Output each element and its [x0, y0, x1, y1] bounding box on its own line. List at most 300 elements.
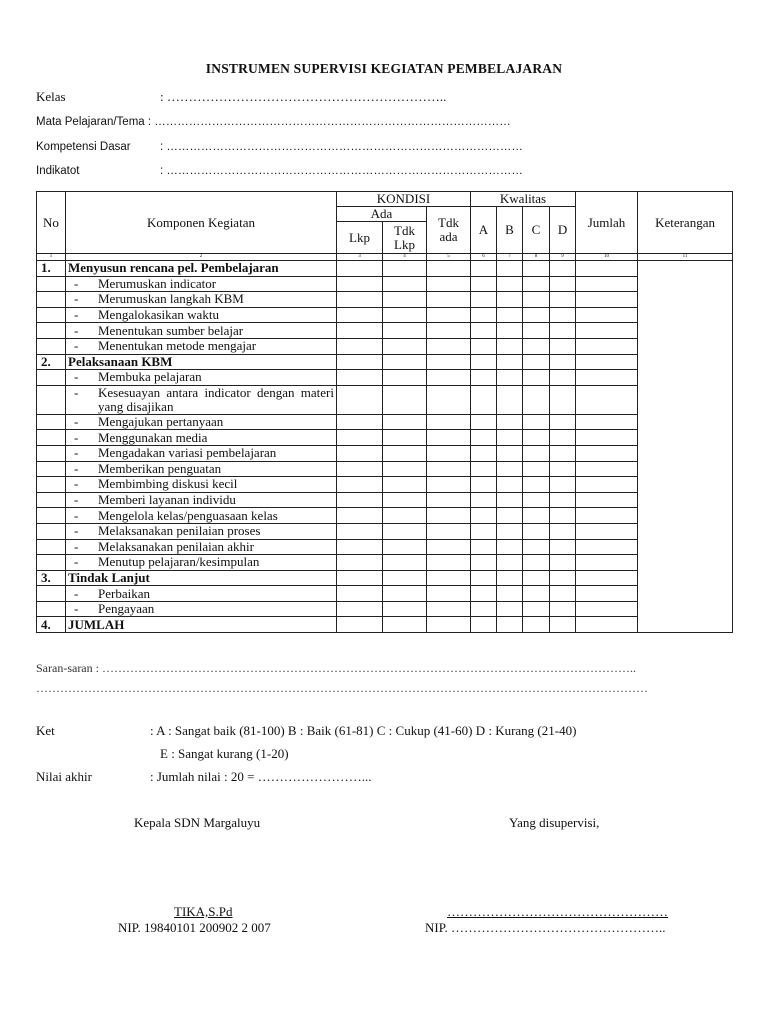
bullet-dash: - — [74, 445, 79, 461]
score-cell[interactable] — [550, 338, 576, 354]
score-cell[interactable] — [523, 385, 550, 414]
document-title: INSTRUMEN SUPERVISI KEGIATAN PEMBELAJARAN — [205, 61, 563, 76]
score-cell[interactable] — [523, 430, 550, 446]
score-cell[interactable] — [576, 338, 638, 354]
score-cell[interactable] — [523, 354, 550, 370]
section-number: 2. — [37, 354, 66, 370]
score-cell[interactable] — [550, 445, 576, 461]
score-cell[interactable] — [337, 261, 383, 277]
bullet-dash: - — [74, 307, 79, 323]
score-cell[interactable] — [337, 354, 383, 370]
bullet-dash: - — [74, 492, 79, 508]
score-cell[interactable] — [471, 508, 497, 524]
score-cell[interactable] — [471, 370, 497, 386]
score-cell[interactable] — [576, 276, 638, 292]
score-cell[interactable] — [427, 523, 471, 539]
mapel-row — [36, 116, 511, 128]
score-cell[interactable] — [337, 477, 383, 493]
table-row — [37, 385, 733, 414]
score-cell[interactable] — [427, 354, 471, 370]
score-cell[interactable] — [576, 307, 638, 323]
table-row — [37, 445, 733, 461]
bullet-dash: - — [74, 538, 79, 554]
score-cell[interactable] — [550, 539, 576, 555]
score-cell[interactable] — [427, 586, 471, 602]
score-cell[interactable] — [471, 385, 497, 414]
score-cell[interactable] — [383, 461, 427, 477]
item-label: Melaksanakan penilaian akhir — [98, 538, 254, 554]
score-cell[interactable] — [550, 276, 576, 292]
kelas-label: Kelas — [36, 89, 66, 104]
score-cell[interactable] — [576, 430, 638, 446]
score-cell[interactable] — [550, 385, 576, 414]
item-label: Perbaikan — [98, 585, 150, 601]
score-cell[interactable] — [523, 570, 550, 586]
score-cell[interactable] — [337, 445, 383, 461]
score-cell[interactable] — [471, 617, 497, 633]
score-cell[interactable] — [337, 601, 383, 617]
kelas-field[interactable]: : ……………………………………………………….. — [160, 89, 447, 104]
score-cell[interactable] — [427, 292, 471, 308]
col-number: 11 — [638, 254, 733, 261]
score-cell[interactable] — [471, 323, 497, 339]
table-row — [37, 586, 733, 602]
score-cell[interactable] — [523, 601, 550, 617]
table-row — [37, 523, 733, 539]
score-cell[interactable] — [337, 617, 383, 633]
kepala-name: TIKA,S.Pd — [174, 904, 233, 919]
item-cell — [66, 586, 337, 602]
col-c: C — [523, 207, 550, 254]
score-cell[interactable] — [337, 307, 383, 323]
table-row — [37, 461, 733, 477]
no-cell — [37, 508, 66, 524]
score-cell[interactable] — [337, 414, 383, 430]
score-cell[interactable] — [337, 370, 383, 386]
saran-line-1[interactable]: Saran-saran : …………………………………………………………………………………………………………………….. — [36, 661, 636, 675]
disupervisi-name-field[interactable]: …………………………………………… — [447, 904, 668, 919]
item-cell — [66, 477, 337, 493]
bullet-dash: - — [74, 429, 79, 445]
col-number: 2 — [66, 254, 337, 261]
item-label: Membimbing diskusi kecil — [98, 476, 238, 492]
score-cell[interactable] — [383, 477, 427, 493]
no-cell — [37, 292, 66, 308]
score-cell[interactable] — [523, 555, 550, 571]
score-cell[interactable] — [497, 508, 523, 524]
item-cell — [66, 430, 337, 446]
score-cell[interactable] — [497, 292, 523, 308]
score-cell[interactable] — [337, 492, 383, 508]
score-cell[interactable] — [576, 555, 638, 571]
score-cell[interactable] — [471, 539, 497, 555]
score-cell[interactable] — [497, 307, 523, 323]
score-cell[interactable] — [497, 617, 523, 633]
score-cell[interactable] — [337, 430, 383, 446]
no-cell — [37, 370, 66, 386]
score-cell[interactable] — [427, 370, 471, 386]
score-cell[interactable] — [383, 276, 427, 292]
score-cell[interactable] — [523, 617, 550, 633]
item-label: Membuka pelajaran — [98, 369, 202, 385]
score-cell[interactable] — [383, 445, 427, 461]
score-cell[interactable] — [471, 461, 497, 477]
score-cell[interactable] — [471, 414, 497, 430]
score-cell[interactable] — [550, 555, 576, 571]
col-jumlah: Jumlah — [576, 192, 638, 254]
nilai-akhir-field[interactable]: : Jumlah nilai : 20 = ……………………... — [150, 769, 372, 784]
section-label: Pelaksanaan KBM — [66, 354, 337, 370]
no-cell — [37, 586, 66, 602]
score-cell[interactable] — [497, 414, 523, 430]
score-cell[interactable] — [497, 323, 523, 339]
score-cell[interactable] — [576, 477, 638, 493]
bullet-dash: - — [74, 414, 79, 430]
table-row — [37, 370, 733, 386]
col-lkp: Lkp — [337, 222, 383, 254]
score-cell[interactable] — [471, 601, 497, 617]
col-kwalitas: Kwalitas — [471, 192, 576, 207]
col-ada: Ada — [337, 207, 427, 222]
item-cell — [66, 601, 337, 617]
score-cell[interactable] — [523, 276, 550, 292]
score-cell[interactable] — [550, 430, 576, 446]
score-cell[interactable] — [497, 586, 523, 602]
bullet-dash: - — [74, 601, 79, 617]
score-cell[interactable] — [471, 354, 497, 370]
score-cell[interactable] — [497, 370, 523, 386]
score-cell[interactable] — [497, 539, 523, 555]
score-cell[interactable] — [383, 430, 427, 446]
score-cell[interactable] — [550, 523, 576, 539]
item-label: Menggunakan media — [98, 429, 208, 445]
indikator-field[interactable]: : ………………………………………………………………………………… — [160, 165, 523, 177]
score-cell[interactable] — [576, 492, 638, 508]
item-label: Merumuskan langkah KBM — [98, 291, 244, 307]
no-cell — [37, 338, 66, 354]
score-cell[interactable] — [576, 508, 638, 524]
no-cell — [37, 492, 66, 508]
section-number: 4. — [37, 617, 66, 633]
item-label: Mengalokasikan waktu — [98, 307, 219, 323]
score-cell[interactable] — [523, 539, 550, 555]
score-cell[interactable] — [471, 276, 497, 292]
score-cell[interactable] — [383, 555, 427, 571]
bullet-dash: - — [74, 322, 79, 338]
score-cell[interactable] — [550, 617, 576, 633]
score-cell[interactable] — [550, 508, 576, 524]
score-cell[interactable] — [523, 445, 550, 461]
score-cell[interactable] — [471, 586, 497, 602]
score-cell[interactable] — [427, 617, 471, 633]
table-row — [37, 414, 733, 430]
score-cell[interactable] — [427, 570, 471, 586]
score-cell[interactable] — [497, 523, 523, 539]
no-cell — [37, 307, 66, 323]
section-number: 3. — [37, 570, 66, 586]
item-cell — [66, 445, 337, 461]
score-cell[interactable] — [497, 555, 523, 571]
table-row — [37, 430, 733, 446]
score-cell[interactable] — [523, 261, 550, 277]
score-cell[interactable] — [550, 414, 576, 430]
bullet-dash: - — [74, 554, 79, 570]
score-cell[interactable] — [497, 570, 523, 586]
item-cell — [66, 276, 337, 292]
score-cell[interactable] — [337, 508, 383, 524]
bullet-dash: - — [74, 369, 79, 385]
score-cell[interactable] — [523, 461, 550, 477]
score-cell[interactable] — [523, 492, 550, 508]
score-cell[interactable] — [523, 477, 550, 493]
keterangan-cell[interactable] — [638, 261, 733, 633]
item-cell — [66, 539, 337, 555]
score-cell[interactable] — [550, 370, 576, 386]
score-cell[interactable] — [427, 508, 471, 524]
table-row — [37, 492, 733, 508]
item-label: Menentukan sumber belajar — [98, 322, 244, 338]
score-cell[interactable] — [550, 492, 576, 508]
table-row — [37, 570, 733, 586]
no-cell — [37, 477, 66, 493]
item-cell — [66, 292, 337, 308]
score-cell[interactable] — [576, 261, 638, 277]
score-cell[interactable] — [497, 601, 523, 617]
score-cell[interactable] — [337, 338, 383, 354]
score-cell[interactable] — [523, 414, 550, 430]
score-cell[interactable] — [427, 414, 471, 430]
score-cell[interactable] — [497, 385, 523, 414]
score-cell[interactable] — [497, 445, 523, 461]
score-cell[interactable] — [576, 586, 638, 602]
score-cell[interactable] — [550, 261, 576, 277]
score-cell[interactable] — [497, 492, 523, 508]
score-cell[interactable] — [497, 354, 523, 370]
score-cell[interactable] — [427, 338, 471, 354]
score-cell[interactable] — [576, 539, 638, 555]
score-cell[interactable] — [471, 523, 497, 539]
score-cell[interactable] — [576, 570, 638, 586]
no-cell — [37, 523, 66, 539]
score-cell[interactable] — [471, 477, 497, 493]
table-row — [37, 338, 733, 354]
score-cell[interactable] — [523, 323, 550, 339]
saran-line-2[interactable]: ……………………………………………………………………………………………………………………………………… — [36, 681, 648, 695]
col-d: D — [550, 207, 576, 254]
score-cell[interactable] — [576, 445, 638, 461]
disupervisi-nip-field[interactable]: NIP. ………………………………………….. — [425, 920, 666, 935]
col-tdk-ada: Tdk ada — [427, 207, 471, 254]
col-number: 7 — [497, 254, 523, 261]
item-cell — [66, 508, 337, 524]
score-cell[interactable] — [550, 307, 576, 323]
bullet-dash: - — [74, 507, 79, 523]
bullet-dash: - — [74, 476, 79, 492]
score-cell[interactable] — [576, 385, 638, 414]
bullet-dash: - — [74, 585, 79, 601]
score-cell[interactable] — [550, 461, 576, 477]
score-cell[interactable] — [383, 385, 427, 414]
item-label: Merumuskan indicator — [98, 275, 217, 291]
col-number: 6 — [471, 254, 497, 261]
score-cell[interactable] — [523, 586, 550, 602]
bullet-dash: - — [74, 275, 79, 291]
score-cell[interactable] — [383, 414, 427, 430]
score-cell[interactable] — [550, 354, 576, 370]
score-cell[interactable] — [576, 370, 638, 386]
score-cell[interactable] — [550, 292, 576, 308]
score-cell[interactable] — [523, 370, 550, 386]
score-cell[interactable] — [337, 586, 383, 602]
table-row — [37, 477, 733, 493]
item-label: Pengayaan — [98, 601, 155, 617]
no-cell — [37, 539, 66, 555]
score-cell[interactable] — [427, 601, 471, 617]
score-cell[interactable] — [427, 385, 471, 414]
score-cell[interactable] — [471, 555, 497, 571]
item-cell — [66, 414, 337, 430]
score-cell[interactable] — [550, 570, 576, 586]
score-cell[interactable] — [576, 617, 638, 633]
score-cell[interactable] — [471, 570, 497, 586]
score-cell[interactable] — [497, 461, 523, 477]
item-label: Mengelola kelas/penguasaan kelas — [98, 507, 278, 523]
score-cell[interactable] — [337, 323, 383, 339]
score-cell[interactable] — [471, 292, 497, 308]
ket-line-1: : A : Sangat baik (81-100) B : Baik (61-81) C : Cukup (41-60) D : Kurang (21-40) — [150, 723, 577, 738]
no-cell — [37, 445, 66, 461]
col-b: B — [497, 207, 523, 254]
mapel-field[interactable]: ………………………………………………………………………………… — [154, 116, 511, 128]
score-cell[interactable] — [427, 261, 471, 277]
score-cell[interactable] — [383, 492, 427, 508]
score-cell[interactable] — [576, 354, 638, 370]
score-cell[interactable] — [550, 601, 576, 617]
score-cell[interactable] — [497, 430, 523, 446]
kd-field[interactable]: : ………………………………………………………………………………… — [160, 141, 523, 153]
kepala-title: Kepala SDN Margaluyu — [134, 815, 261, 830]
score-cell[interactable] — [427, 492, 471, 508]
table-row — [37, 292, 733, 308]
score-cell[interactable] — [383, 292, 427, 308]
score-cell[interactable] — [471, 261, 497, 277]
table-body — [37, 261, 733, 633]
score-cell[interactable] — [427, 430, 471, 446]
score-cell[interactable] — [576, 461, 638, 477]
score-cell[interactable] — [576, 523, 638, 539]
score-cell[interactable] — [427, 555, 471, 571]
score-cell[interactable] — [337, 570, 383, 586]
score-cell[interactable] — [383, 601, 427, 617]
score-cell[interactable] — [337, 461, 383, 477]
score-cell[interactable] — [471, 307, 497, 323]
no-cell — [37, 323, 66, 339]
col-keterangan: Keterangan — [638, 192, 733, 254]
table-row — [37, 276, 733, 292]
score-cell[interactable] — [383, 570, 427, 586]
score-cell[interactable] — [383, 323, 427, 339]
score-cell[interactable] — [337, 385, 383, 414]
score-cell[interactable] — [576, 323, 638, 339]
item-cell — [66, 555, 337, 571]
score-cell[interactable] — [427, 445, 471, 461]
score-cell[interactable] — [550, 477, 576, 493]
score-cell[interactable] — [576, 601, 638, 617]
score-cell[interactable] — [427, 307, 471, 323]
table-row — [37, 539, 733, 555]
score-cell[interactable] — [383, 338, 427, 354]
score-cell[interactable] — [576, 414, 638, 430]
score-cell[interactable] — [427, 477, 471, 493]
score-cell[interactable] — [383, 539, 427, 555]
ket-line-2: E : Sangat kurang (1-20) — [160, 746, 289, 761]
score-cell[interactable] — [523, 338, 550, 354]
score-cell[interactable] — [383, 523, 427, 539]
score-cell[interactable] — [497, 276, 523, 292]
score-cell[interactable] — [497, 338, 523, 354]
score-cell[interactable] — [383, 307, 427, 323]
score-cell[interactable] — [383, 370, 427, 386]
bullet-dash: - — [74, 384, 79, 400]
score-cell[interactable] — [337, 539, 383, 555]
table-row — [37, 307, 733, 323]
no-cell — [37, 430, 66, 446]
col-tdk-lkp: Tdk Lkp — [383, 222, 427, 254]
score-cell[interactable] — [383, 261, 427, 277]
score-cell[interactable] — [427, 461, 471, 477]
col-komponen: Komponen Kegiatan — [66, 192, 337, 254]
score-cell[interactable] — [427, 323, 471, 339]
score-cell[interactable] — [337, 555, 383, 571]
score-cell[interactable] — [523, 508, 550, 524]
no-cell — [37, 385, 66, 414]
score-cell[interactable] — [550, 323, 576, 339]
score-cell[interactable] — [497, 477, 523, 493]
col-number: 5 — [427, 254, 471, 261]
section-number: 1. — [37, 261, 66, 277]
score-cell[interactable] — [471, 445, 497, 461]
table-row — [37, 617, 733, 633]
score-cell[interactable] — [383, 617, 427, 633]
score-cell[interactable] — [471, 492, 497, 508]
score-cell[interactable] — [523, 523, 550, 539]
table-row — [37, 354, 733, 370]
disupervisi-title: Yang disupervisi, — [509, 815, 600, 830]
score-cell[interactable] — [383, 586, 427, 602]
score-cell[interactable] — [427, 276, 471, 292]
item-cell — [66, 323, 337, 339]
bullet-dash: - — [74, 338, 79, 354]
score-cell[interactable] — [523, 307, 550, 323]
score-cell[interactable] — [337, 276, 383, 292]
score-cell[interactable] — [471, 338, 497, 354]
score-cell[interactable] — [383, 354, 427, 370]
score-cell[interactable] — [337, 292, 383, 308]
score-cell[interactable] — [471, 430, 497, 446]
score-cell[interactable] — [576, 292, 638, 308]
score-cell[interactable] — [337, 523, 383, 539]
score-cell[interactable] — [383, 508, 427, 524]
score-cell[interactable] — [497, 261, 523, 277]
item-cell — [66, 523, 337, 539]
col-number: 9 — [550, 254, 576, 261]
score-cell[interactable] — [427, 539, 471, 555]
col-number: 3 — [337, 254, 383, 261]
score-cell[interactable] — [523, 292, 550, 308]
score-cell[interactable] — [550, 586, 576, 602]
item-label: Melaksanakan penilaian proses — [98, 523, 261, 539]
item-cell — [66, 385, 337, 414]
